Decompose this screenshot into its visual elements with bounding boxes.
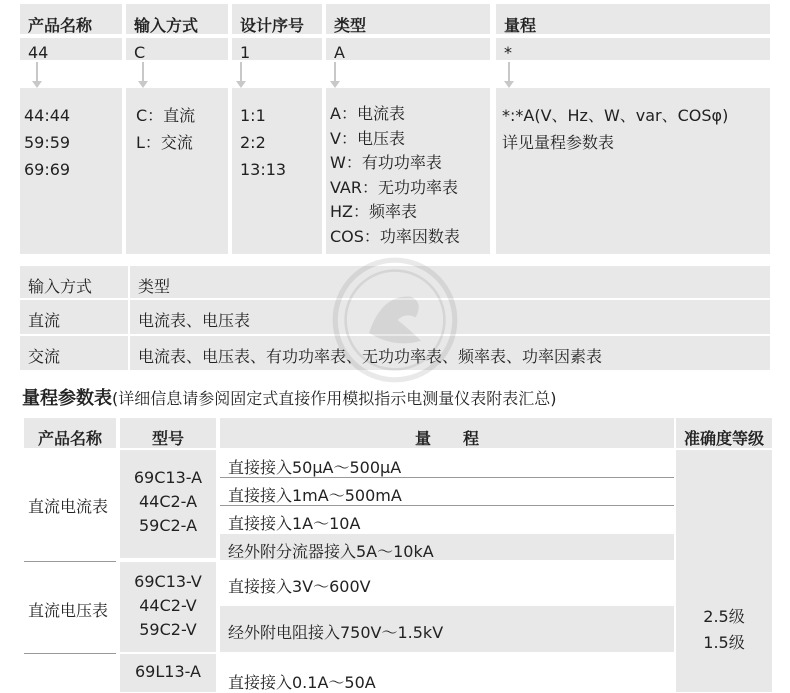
desc-input-mode	[126, 88, 228, 254]
model-cell	[120, 450, 216, 558]
section-title	[22, 384, 557, 410]
model: 44C2-A	[138, 492, 198, 511]
type-row-input: 交流	[28, 347, 61, 366]
header-range: 量程	[496, 4, 770, 34]
accuracy-value: 2.5级	[703, 607, 745, 626]
value-range: *	[496, 38, 770, 60]
value-design-no: 1	[232, 38, 322, 60]
type-row-input: 直流	[28, 311, 61, 330]
desc-range	[496, 88, 770, 254]
range-header-accuracy: 准确度等级	[676, 418, 772, 448]
header-design-no: 设计序号	[232, 4, 322, 34]
range-cell: 经外附分流器接入5A～10kA	[220, 534, 674, 560]
desc-line: 详见量程参数表	[502, 133, 615, 152]
model: 69L13-A	[135, 662, 201, 681]
section-title-note: (详细信息请参阅固定式直接作用模拟指示电测量仪表附表汇总)	[112, 389, 557, 408]
model: 59C2-A	[138, 516, 198, 535]
model: 59C2-V	[139, 620, 197, 639]
header-type: 类型	[326, 4, 490, 34]
value-product-name: 44	[20, 38, 122, 60]
model: 69C13-A	[133, 468, 203, 487]
range-cell: 直接接入1mA～500mA	[228, 486, 402, 505]
desc-line: HZ：频率表	[330, 202, 417, 221]
section-title-main: 量程参数表	[22, 388, 112, 409]
desc-line: W：有功功率表	[330, 153, 442, 172]
arrow-down-icon	[142, 62, 144, 86]
header-product-name: 产品名称	[20, 4, 122, 34]
model-cell	[120, 654, 216, 692]
desc-line: 13:13	[240, 160, 287, 179]
arrow-down-icon	[240, 62, 242, 86]
desc-line: L：交流	[136, 133, 193, 152]
type-row-types: 电流表、电压表、有功功率表、无功功率表、频率表、功率因素表	[128, 336, 770, 370]
desc-line: VAR：无功功率表	[330, 177, 458, 197]
range-cell: 经外附电阻接入750V～1.5kV	[220, 606, 674, 652]
accuracy-cell	[676, 450, 772, 692]
row-divider	[24, 653, 116, 654]
desc-line: 44:44	[24, 106, 71, 125]
range-header-model: 型号	[120, 418, 216, 448]
range-cell: 直接接入0.1A～50A	[228, 673, 376, 692]
desc-line: V：电压表	[330, 128, 405, 148]
header-input-mode: 输入方式	[126, 4, 228, 34]
model: 69C13-V	[134, 572, 202, 591]
model: 44C2-V	[139, 596, 197, 615]
desc-design-no	[232, 88, 322, 254]
desc-line: *:*A(V、Hz、W、var、COSφ)	[502, 106, 729, 125]
range-header-product: 产品名称	[24, 418, 116, 448]
desc-line: C：直流	[136, 106, 196, 125]
accuracy-value: 1.5级	[703, 633, 745, 652]
type-header-input: 输入方式	[28, 277, 93, 296]
product-name: 直流电压表	[28, 601, 109, 620]
range-cell: 直接接入1A～10A	[228, 514, 361, 533]
type-row-types: 电流表、电压表	[128, 300, 770, 334]
value-type: A	[326, 38, 490, 60]
desc-line: 2:2	[240, 133, 266, 152]
range-header-range: 量 程	[220, 418, 674, 448]
product-name: 直流电流表	[28, 497, 109, 516]
model-cell	[120, 562, 216, 652]
desc-line: A：电流表	[330, 104, 405, 123]
desc-line: 69:69	[24, 160, 71, 179]
desc-product-name	[20, 88, 122, 254]
desc-line: 1:1	[240, 106, 266, 125]
row-divider	[24, 561, 116, 562]
watermark-logo	[330, 255, 460, 385]
desc-line: COS：功率因数表	[330, 226, 460, 246]
range-cell: 直接接入3V～600V	[228, 577, 371, 596]
desc-type	[326, 88, 490, 254]
type-header-type: 类型	[128, 266, 770, 298]
desc-line: 59:59	[24, 133, 71, 152]
range-cell: 直接接入50μA～500μA	[228, 458, 402, 477]
value-input-mode: C	[126, 38, 228, 60]
arrow-down-icon	[36, 62, 38, 86]
arrow-down-icon	[334, 62, 336, 86]
arrow-down-icon	[508, 62, 510, 86]
